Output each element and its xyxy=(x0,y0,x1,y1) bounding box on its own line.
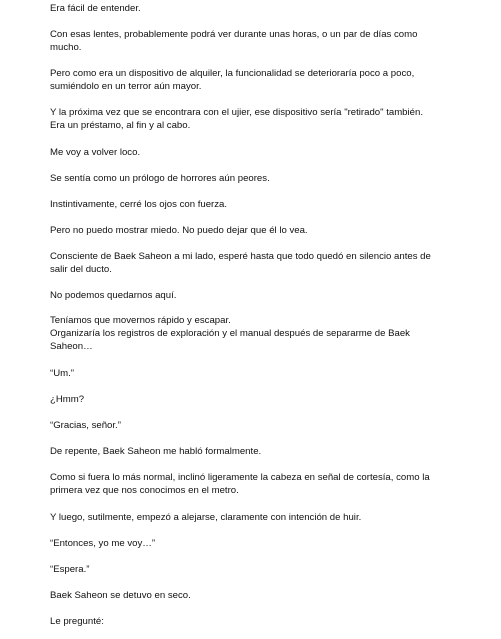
text-line: Pero no puedo mostrar miedo. No puedo dejar que él lo vea. xyxy=(50,225,308,236)
text-line: Era fácil de entender. xyxy=(50,3,141,14)
text-line: Me voy a volver loco. xyxy=(50,147,141,158)
paragraph xyxy=(50,67,460,93)
paragraph xyxy=(50,393,460,406)
paragraph xyxy=(50,511,460,524)
text-line: sumiéndolo en un terror aún mayor. xyxy=(50,81,202,92)
text-line: Le pregunté: xyxy=(50,616,104,627)
text-line: Organizaría los registros de exploración y el manual después de separarme de Baek xyxy=(50,328,410,339)
paragraph xyxy=(50,172,460,185)
text-line: Con esas lentes, probablemente podrá ver durante unas horas, o un par de días como xyxy=(50,29,418,40)
text-line: Como si fuera lo más normal, inclinó ligeramente la cabeza en señal de cortesía, como la xyxy=(50,472,430,483)
paragraph xyxy=(50,314,460,353)
text-line: primera vez que nos conocimos en el metro. xyxy=(50,485,239,496)
text-line: Baek Saheon se detuvo en seco. xyxy=(50,590,191,601)
paragraph xyxy=(50,146,460,159)
paragraph xyxy=(50,471,460,497)
text-line: De repente, Baek Saheon me habló formalmente. xyxy=(50,446,262,457)
text-line: Teníamos que movernos rápido y escapar. xyxy=(50,315,231,326)
paragraph xyxy=(50,563,460,576)
text-line: Y la próxima vez que se encontrara con el ujier, ese dispositivo sería "retirado" también. xyxy=(50,107,423,118)
paragraph xyxy=(50,2,460,15)
text-line: Consciente de Baek Saheon a mi lado, esperé hasta que todo quedó en silencio antes de xyxy=(50,251,431,262)
paragraph xyxy=(50,445,460,458)
text-line: Instintivamente, cerré los ojos con fuerza. xyxy=(50,199,228,210)
text-line: Y luego, sutilmente, empezó a alejarse, claramente con intención de huir. xyxy=(50,512,362,523)
text-line: Pero como era un dispositivo de alquiler, la funcionalidad se deterioraría poco a poco, xyxy=(50,68,415,79)
text-line: “Um.” xyxy=(50,368,74,379)
paragraph xyxy=(50,419,460,432)
paragraph xyxy=(50,224,460,237)
paragraph xyxy=(50,367,460,380)
paragraph xyxy=(50,28,460,54)
paragraph xyxy=(50,289,460,302)
text-line: salir del ducto. xyxy=(50,264,112,275)
paragraph xyxy=(50,537,460,550)
text-line: “Espera.” xyxy=(50,564,90,575)
paragraph xyxy=(50,615,460,628)
text-line: Se sentía como un prólogo de horrores aún peores. xyxy=(50,173,270,184)
paragraph xyxy=(50,589,460,602)
text-line: Saheon… xyxy=(50,341,93,352)
paragraph xyxy=(50,106,460,132)
text-line: ¿Hmm? xyxy=(50,394,85,405)
text-line: “Gracias, señor.” xyxy=(50,420,121,431)
text-line: mucho. xyxy=(50,42,82,53)
paragraph xyxy=(50,198,460,211)
paragraph xyxy=(50,250,460,276)
text-line: No podemos quedarnos aquí. xyxy=(50,290,177,301)
text-line: Era un préstamo, al fin y al cabo. xyxy=(50,120,191,131)
text-line: “Entonces, yo me voy…” xyxy=(50,538,156,549)
